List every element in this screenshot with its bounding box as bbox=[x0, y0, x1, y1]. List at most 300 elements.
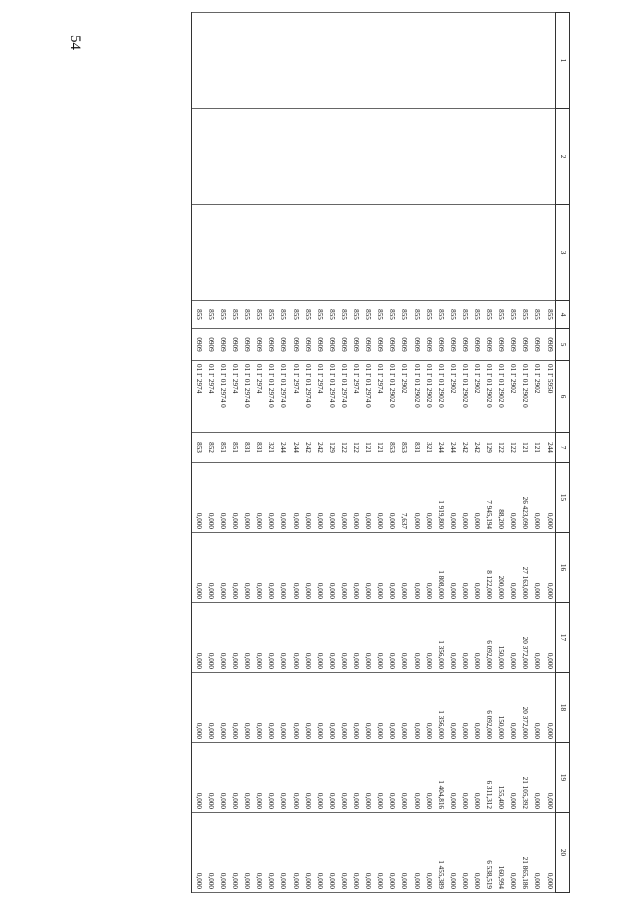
table-cell: 242 bbox=[470, 433, 482, 463]
table-cell: 0909 bbox=[253, 329, 265, 361]
table-cell: 855 bbox=[410, 301, 422, 329]
table-row bbox=[531, 13, 543, 893]
table-cell bbox=[228, 205, 240, 301]
table-cell bbox=[241, 205, 253, 301]
table-cell: 0,000 bbox=[337, 603, 349, 673]
table-cell: 0,000 bbox=[253, 743, 265, 813]
table-body bbox=[192, 13, 556, 893]
table-cell: 0,000 bbox=[228, 673, 240, 743]
table-cell: 0,000 bbox=[386, 463, 398, 533]
table-cell: 855 bbox=[337, 301, 349, 329]
table-cell: 0,000 bbox=[531, 743, 543, 813]
table-cell: 0,000 bbox=[313, 463, 325, 533]
table-cell bbox=[349, 109, 361, 205]
table-cell: 0,000 bbox=[410, 673, 422, 743]
table-cell bbox=[289, 205, 301, 301]
table-cell: 244 bbox=[446, 433, 458, 463]
table-cell: 0,000 bbox=[543, 813, 556, 893]
table-cell: 0,000 bbox=[325, 603, 337, 673]
table-cell bbox=[482, 109, 494, 205]
table-cell: 0,000 bbox=[228, 533, 240, 603]
table-cell: 0909 bbox=[434, 329, 446, 361]
table-cell: 0,000 bbox=[470, 533, 482, 603]
table-cell bbox=[204, 13, 216, 109]
table-cell: 0,000 bbox=[216, 673, 228, 743]
table-cell: 122 bbox=[495, 433, 507, 463]
table-cell: 0,000 bbox=[507, 603, 519, 673]
table-cell: 0,000 bbox=[253, 673, 265, 743]
table-cell: 0,000 bbox=[253, 813, 265, 893]
table-cell: 0,000 bbox=[349, 603, 361, 673]
table-cell: 0909 bbox=[325, 329, 337, 361]
table-cell: 0,000 bbox=[289, 813, 301, 893]
table-cell: 0,000 bbox=[422, 743, 434, 813]
table-cell: 150,000 bbox=[495, 603, 507, 673]
table-cell bbox=[277, 13, 289, 109]
table-row bbox=[289, 13, 301, 893]
table-cell: 0,000 bbox=[470, 673, 482, 743]
table-cell: 0909 bbox=[374, 329, 386, 361]
table-cell: 21 105,392 bbox=[519, 743, 531, 813]
column-header: 18 bbox=[556, 673, 570, 743]
table-cell: 0,000 bbox=[192, 603, 205, 673]
table-cell: 01 Г 01 2974 0 bbox=[337, 361, 349, 433]
table-cell: 0,000 bbox=[301, 533, 313, 603]
table-cell bbox=[325, 109, 337, 205]
column-header: 20 bbox=[556, 813, 570, 893]
table-cell: 0,000 bbox=[289, 603, 301, 673]
table-cell: 242 bbox=[313, 433, 325, 463]
table-cell: 01 Г 2974 bbox=[289, 361, 301, 433]
table-cell: 855 bbox=[519, 301, 531, 329]
table-cell: 01 Г 01 2902 0 bbox=[482, 361, 494, 433]
table-cell bbox=[325, 205, 337, 301]
table-cell: 0,000 bbox=[216, 463, 228, 533]
table-cell: 0,000 bbox=[349, 673, 361, 743]
table-cell: 01 Г 01 2974 0 bbox=[362, 361, 374, 433]
table-cell bbox=[422, 205, 434, 301]
table-cell: 855 bbox=[192, 301, 205, 329]
table-cell bbox=[495, 13, 507, 109]
table-row bbox=[362, 13, 374, 893]
table-cell: 0909 bbox=[265, 329, 277, 361]
table-cell bbox=[495, 109, 507, 205]
table-cell: 129 bbox=[325, 433, 337, 463]
table-cell: 855 bbox=[386, 301, 398, 329]
table-cell: 0,000 bbox=[362, 603, 374, 673]
table-cell: 0,000 bbox=[531, 463, 543, 533]
table-cell: 855 bbox=[313, 301, 325, 329]
table-cell: 0,000 bbox=[458, 533, 470, 603]
table-cell: 26 423,090 bbox=[519, 463, 531, 533]
table-cell bbox=[374, 109, 386, 205]
table-cell bbox=[301, 109, 313, 205]
table-cell: 88,200 bbox=[495, 463, 507, 533]
table-cell bbox=[241, 13, 253, 109]
table-cell: 0,000 bbox=[301, 603, 313, 673]
table-cell: 01 Г 01 2974 0 bbox=[325, 361, 337, 433]
table-cell: 01 Г 2974 bbox=[253, 361, 265, 433]
table-cell: 1 455,389 bbox=[434, 813, 446, 893]
table-cell: 0,000 bbox=[531, 673, 543, 743]
table-cell bbox=[228, 109, 240, 205]
table-row bbox=[386, 13, 398, 893]
table-cell: 0909 bbox=[410, 329, 422, 361]
table-cell: 0,000 bbox=[410, 813, 422, 893]
table-cell bbox=[374, 205, 386, 301]
table-cell: 855 bbox=[228, 301, 240, 329]
table-cell: 0,000 bbox=[192, 673, 205, 743]
table-cell: 0909 bbox=[301, 329, 313, 361]
table-cell: 0,000 bbox=[301, 673, 313, 743]
table-cell: 321 bbox=[422, 433, 434, 463]
table-cell: 855 bbox=[458, 301, 470, 329]
table-cell: 0,000 bbox=[337, 743, 349, 813]
table-cell: 0,000 bbox=[216, 813, 228, 893]
table-cell: 0,000 bbox=[265, 533, 277, 603]
table-cell: 0909 bbox=[349, 329, 361, 361]
table-cell: 855 bbox=[374, 301, 386, 329]
table-cell: 0,000 bbox=[531, 813, 543, 893]
table-row bbox=[519, 13, 531, 893]
table-cell bbox=[313, 13, 325, 109]
table-cell: 01 Г 01 2974 0 bbox=[265, 361, 277, 433]
table-cell: 851 bbox=[216, 433, 228, 463]
table-cell bbox=[507, 109, 519, 205]
table-cell: 122 bbox=[507, 433, 519, 463]
table-cell: 0909 bbox=[398, 329, 410, 361]
table-cell: 0,000 bbox=[422, 673, 434, 743]
table-cell: 831 bbox=[241, 433, 253, 463]
table-cell: 0909 bbox=[216, 329, 228, 361]
table-cell: 0,000 bbox=[507, 463, 519, 533]
table-row bbox=[192, 13, 205, 893]
table-cell bbox=[543, 109, 556, 205]
table-cell bbox=[228, 13, 240, 109]
table-cell: 0,000 bbox=[313, 743, 325, 813]
table-cell: 855 bbox=[301, 301, 313, 329]
table-cell: 200,000 bbox=[495, 533, 507, 603]
table-cell: 831 bbox=[410, 433, 422, 463]
table-cell: 855 bbox=[325, 301, 337, 329]
table-cell bbox=[519, 109, 531, 205]
table-row bbox=[543, 13, 556, 893]
table-cell: 150,000 bbox=[495, 673, 507, 743]
table-cell: 0909 bbox=[241, 329, 253, 361]
table-cell bbox=[386, 13, 398, 109]
table-cell: 0,000 bbox=[228, 463, 240, 533]
table-cell bbox=[410, 205, 422, 301]
table-cell: 0,000 bbox=[265, 603, 277, 673]
table-cell bbox=[531, 13, 543, 109]
table-cell: 244 bbox=[289, 433, 301, 463]
table-cell: 0,000 bbox=[216, 533, 228, 603]
table-cell: 01 Г 01 2902 0 bbox=[495, 361, 507, 433]
table-cell bbox=[446, 13, 458, 109]
table-cell: 21 865,186 bbox=[519, 813, 531, 893]
table-cell bbox=[470, 13, 482, 109]
table-cell: 1 356,000 bbox=[434, 603, 446, 673]
column-header: 16 bbox=[556, 533, 570, 603]
table-cell: 01 Г 01 2902 0 bbox=[386, 361, 398, 433]
table-cell: 0,000 bbox=[507, 533, 519, 603]
table-cell: 6 538,519 bbox=[482, 813, 494, 893]
table-cell: 855 bbox=[422, 301, 434, 329]
table-row bbox=[325, 13, 337, 893]
table-cell: 0909 bbox=[277, 329, 289, 361]
table-cell: 0,000 bbox=[470, 603, 482, 673]
table-cell bbox=[398, 205, 410, 301]
table-cell bbox=[241, 109, 253, 205]
table-cell: 0,000 bbox=[325, 673, 337, 743]
table-cell: 01 Г 01 2902 0 bbox=[458, 361, 470, 433]
table-cell: 0,000 bbox=[398, 603, 410, 673]
table-cell bbox=[386, 109, 398, 205]
table-row bbox=[313, 13, 325, 893]
table-cell: 0,000 bbox=[265, 813, 277, 893]
table-cell: 855 bbox=[241, 301, 253, 329]
table-cell: 0,000 bbox=[446, 603, 458, 673]
table-cell bbox=[204, 109, 216, 205]
table-cell bbox=[458, 13, 470, 109]
table-cell: 0,000 bbox=[277, 603, 289, 673]
table-cell: 01 Г 2902 bbox=[507, 361, 519, 433]
table-cell bbox=[434, 109, 446, 205]
table-cell: 121 bbox=[374, 433, 386, 463]
table-cell bbox=[434, 13, 446, 109]
table-cell: 1 919,800 bbox=[434, 463, 446, 533]
table-cell: 0,000 bbox=[458, 463, 470, 533]
table-cell: 0,000 bbox=[241, 533, 253, 603]
table-cell: 0,000 bbox=[289, 673, 301, 743]
table-cell: 0909 bbox=[228, 329, 240, 361]
table-cell bbox=[495, 205, 507, 301]
table-cell: 0,000 bbox=[531, 603, 543, 673]
table-cell bbox=[374, 13, 386, 109]
table-cell: 0,000 bbox=[410, 743, 422, 813]
table-cell: 0,000 bbox=[470, 813, 482, 893]
table-cell bbox=[289, 109, 301, 205]
table-cell bbox=[531, 109, 543, 205]
table-cell: 0909 bbox=[422, 329, 434, 361]
table-cell bbox=[446, 109, 458, 205]
table-cell: 01 Г 2974 bbox=[204, 361, 216, 433]
table-cell: 0,000 bbox=[277, 743, 289, 813]
table-cell: 242 bbox=[301, 433, 313, 463]
table-cell bbox=[216, 13, 228, 109]
table-cell: 7 945,194 bbox=[482, 463, 494, 533]
table-cell: 0909 bbox=[313, 329, 325, 361]
table-header bbox=[556, 13, 570, 893]
table-cell: 122 bbox=[349, 433, 361, 463]
table-cell bbox=[216, 109, 228, 205]
table-cell: 855 bbox=[277, 301, 289, 329]
table-cell: 855 bbox=[398, 301, 410, 329]
table-cell: 0,000 bbox=[422, 463, 434, 533]
table-cell: 0,000 bbox=[241, 603, 253, 673]
table-cell bbox=[253, 205, 265, 301]
table-row bbox=[434, 13, 446, 893]
table-cell: 0909 bbox=[192, 329, 205, 361]
table-cell: 855 bbox=[362, 301, 374, 329]
table-cell: 851 bbox=[228, 433, 240, 463]
table-cell: 0,000 bbox=[337, 673, 349, 743]
table-cell: 0,000 bbox=[325, 533, 337, 603]
table-cell bbox=[192, 109, 205, 205]
table-cell: 0,000 bbox=[398, 813, 410, 893]
table-cell: 01 Г 01 2902 0 bbox=[410, 361, 422, 433]
table-cell: 0,000 bbox=[349, 533, 361, 603]
table-cell: 0,000 bbox=[192, 813, 205, 893]
table-cell: 0,000 bbox=[531, 533, 543, 603]
table-cell: 0,000 bbox=[349, 463, 361, 533]
table-cell: 853 bbox=[386, 433, 398, 463]
table-cell: 0,000 bbox=[422, 813, 434, 893]
table-cell: 0,000 bbox=[446, 813, 458, 893]
table-row bbox=[228, 13, 240, 893]
table-cell: 0,000 bbox=[228, 603, 240, 673]
table-cell: 01 Г 2902 bbox=[470, 361, 482, 433]
table-cell bbox=[507, 205, 519, 301]
table-cell: 01 Г 2902 bbox=[398, 361, 410, 433]
table-cell: 0909 bbox=[289, 329, 301, 361]
table-row bbox=[301, 13, 313, 893]
table-cell: 0,000 bbox=[374, 603, 386, 673]
table-cell: 855 bbox=[495, 301, 507, 329]
column-header: 17 bbox=[556, 603, 570, 673]
table-cell: 0,000 bbox=[277, 813, 289, 893]
column-header: 1 bbox=[556, 13, 570, 109]
table-cell: 0,000 bbox=[458, 673, 470, 743]
table-cell: 0,000 bbox=[362, 743, 374, 813]
table-cell: 0,000 bbox=[398, 673, 410, 743]
table-cell: 0,000 bbox=[386, 603, 398, 673]
table-cell bbox=[325, 13, 337, 109]
table-row bbox=[337, 13, 349, 893]
table-cell bbox=[313, 109, 325, 205]
table-cell: 0,000 bbox=[543, 673, 556, 743]
table-row bbox=[495, 13, 507, 893]
table-row bbox=[374, 13, 386, 893]
table-cell bbox=[543, 13, 556, 109]
table-cell: 121 bbox=[519, 433, 531, 463]
table-cell: 1 404,816 bbox=[434, 743, 446, 813]
table-cell: 0,000 bbox=[386, 673, 398, 743]
table-cell: 0,000 bbox=[253, 533, 265, 603]
table-cell: 0,000 bbox=[289, 533, 301, 603]
table-cell: 6 092,000 bbox=[482, 603, 494, 673]
table-cell: 855 bbox=[507, 301, 519, 329]
page-number bbox=[62, 22, 86, 62]
table-cell: 0,000 bbox=[289, 743, 301, 813]
table-cell: 0,000 bbox=[277, 673, 289, 743]
table-cell: 129 bbox=[482, 433, 494, 463]
table-cell: 0,000 bbox=[374, 813, 386, 893]
table-cell bbox=[349, 205, 361, 301]
table-cell: 0,000 bbox=[446, 673, 458, 743]
table-cell: 155,400 bbox=[495, 743, 507, 813]
table-row bbox=[253, 13, 265, 893]
table-cell bbox=[192, 13, 205, 109]
table-cell: 0909 bbox=[543, 329, 556, 361]
table-cell: 0,000 bbox=[289, 463, 301, 533]
table-cell: 853 bbox=[398, 433, 410, 463]
table-cell: 0,000 bbox=[265, 743, 277, 813]
table-cell: 0,000 bbox=[192, 463, 205, 533]
budget-table bbox=[191, 12, 570, 893]
table-cell: 01 Г 01 2974 0 bbox=[301, 361, 313, 433]
header-row bbox=[556, 13, 570, 893]
table-cell: 01 Г 01 2974 0 bbox=[241, 361, 253, 433]
table-cell bbox=[265, 205, 277, 301]
table-cell bbox=[216, 205, 228, 301]
table-cell: 0,000 bbox=[325, 813, 337, 893]
table-cell: 01 Г 01 2902 0 bbox=[422, 361, 434, 433]
table-cell: 0909 bbox=[446, 329, 458, 361]
table-cell bbox=[422, 109, 434, 205]
table-cell: 0,000 bbox=[543, 533, 556, 603]
table-cell: 0,000 bbox=[204, 673, 216, 743]
table-row bbox=[398, 13, 410, 893]
table-cell: 0,000 bbox=[386, 743, 398, 813]
table-cell bbox=[337, 109, 349, 205]
table-cell: 0,000 bbox=[398, 743, 410, 813]
table-row bbox=[458, 13, 470, 893]
table-cell: 0,000 bbox=[337, 463, 349, 533]
table-cell: 20 372,000 bbox=[519, 603, 531, 673]
table-cell: 0,000 bbox=[301, 813, 313, 893]
table-cell: 0,000 bbox=[204, 463, 216, 533]
table-row bbox=[470, 13, 482, 893]
table-cell: 0909 bbox=[507, 329, 519, 361]
table-cell: 852 bbox=[204, 433, 216, 463]
rotated-table-container bbox=[105, 12, 570, 892]
table-row bbox=[422, 13, 434, 893]
table-cell: 0,000 bbox=[374, 533, 386, 603]
table-cell: 0,000 bbox=[362, 463, 374, 533]
table-cell: 855 bbox=[434, 301, 446, 329]
table-cell: 0,000 bbox=[410, 463, 422, 533]
table-cell: 0,000 bbox=[349, 813, 361, 893]
table-cell: 0,000 bbox=[228, 813, 240, 893]
table-cell bbox=[482, 13, 494, 109]
table-cell: 27 163,000 bbox=[519, 533, 531, 603]
table-cell: 20 372,000 bbox=[519, 673, 531, 743]
table-cell: 0,000 bbox=[543, 603, 556, 673]
table-cell: 122 bbox=[337, 433, 349, 463]
table-cell: 855 bbox=[204, 301, 216, 329]
table-cell: 0,000 bbox=[253, 603, 265, 673]
table-cell: 0909 bbox=[386, 329, 398, 361]
table-cell: 01 Г 01 2974 0 bbox=[216, 361, 228, 433]
column-header: 7 bbox=[556, 433, 570, 463]
table-cell: 321 bbox=[265, 433, 277, 463]
table-cell: 855 bbox=[349, 301, 361, 329]
table-cell bbox=[301, 205, 313, 301]
table-cell: 0,000 bbox=[446, 463, 458, 533]
table-cell bbox=[337, 205, 349, 301]
table-row bbox=[410, 13, 422, 893]
table-cell: 01 Г 01 2974 0 bbox=[277, 361, 289, 433]
table-cell: 0,000 bbox=[507, 813, 519, 893]
column-header: 4 bbox=[556, 301, 570, 329]
table-cell: 0,000 bbox=[349, 743, 361, 813]
table-cell bbox=[507, 13, 519, 109]
column-header: 6 bbox=[556, 361, 570, 433]
table-cell: 855 bbox=[543, 301, 556, 329]
column-header: 19 bbox=[556, 743, 570, 813]
table-cell bbox=[422, 13, 434, 109]
